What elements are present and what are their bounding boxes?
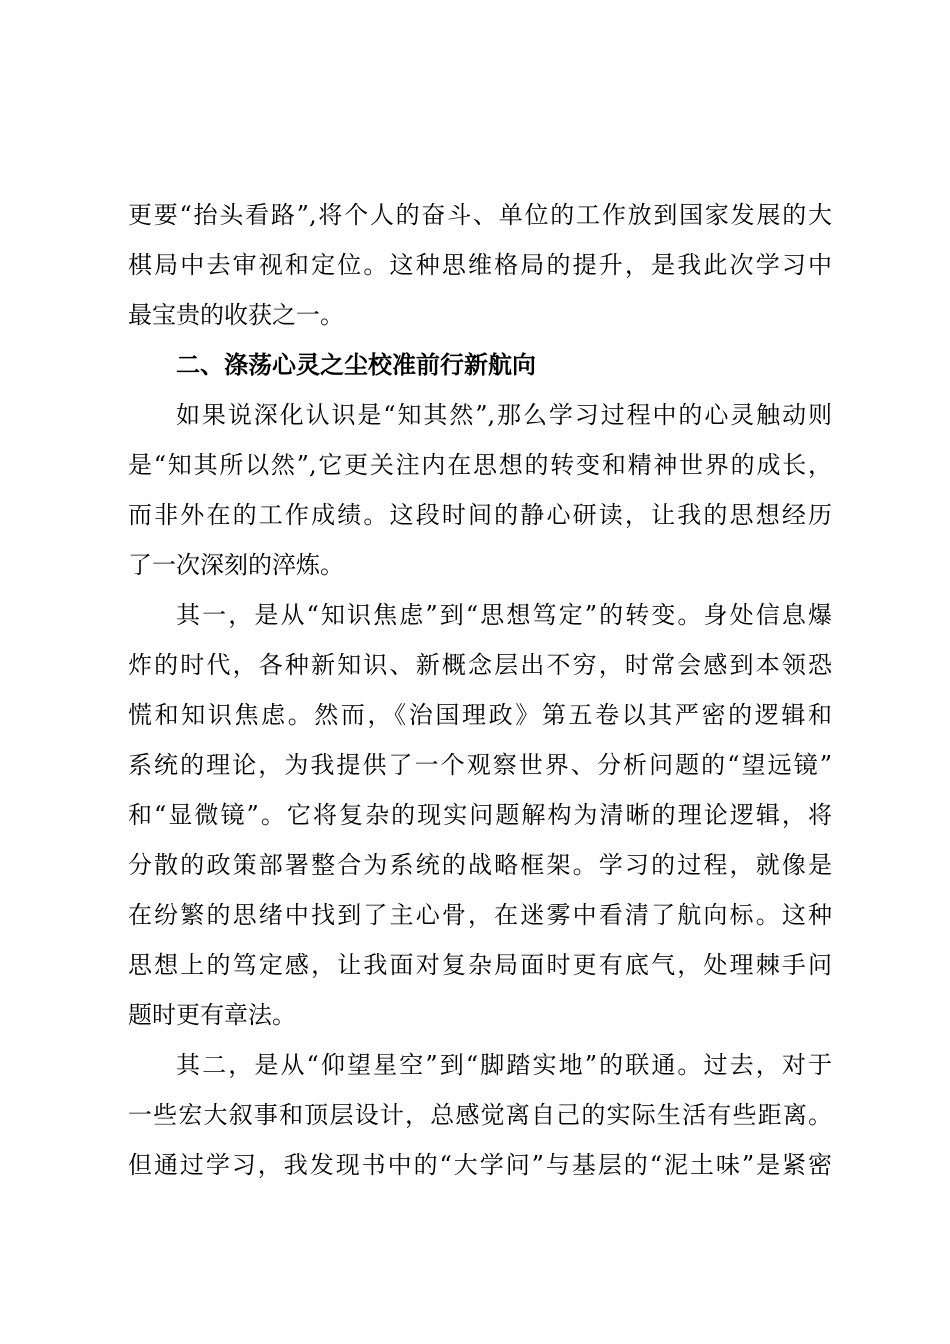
text-line: 一些宏大叙事和顶层设计，总感觉离自己的实际生活有些距离。	[128, 1101, 832, 1129]
text-line: 但通过学习，我发现书中的“大学问”与基层的“泥土味”是紧密	[128, 1151, 832, 1179]
text-line: 了一次深刻的淬炼。	[128, 551, 344, 579]
text-line: 炸的时代，各种新知识、新概念层出不穷，时常会感到本领恐	[128, 651, 832, 679]
section-heading: 二、涤荡心灵之尘校准前行新航向	[176, 350, 536, 379]
text-line: 题时更有章法。	[128, 1001, 296, 1029]
text-line: 慌和知识焦虑。然而，《治国理政》第五卷以其严密的逻辑和	[128, 701, 832, 729]
paragraph	[128, 1040, 832, 1190]
paragraph	[128, 190, 832, 340]
text-line: 而非外在的工作成绩。这段时间的静心研读，让我的思想经历	[128, 501, 832, 529]
document-page	[128, 190, 832, 1190]
text-line: 如果说深化认识是“知其然”,那么学习过程中的心灵触动则	[176, 401, 832, 429]
paragraph	[128, 390, 832, 590]
text-line: 系统的理论，为我提供了一个观察世界、分析问题的“望远镜”	[128, 751, 832, 779]
text-line: 和“显微镜”。它将复杂的现实问题解构为清晰的理论逻辑，将	[128, 801, 832, 829]
text-line: 其二，是从“仰望星空”到“脚踏实地”的联通。过去，对于	[176, 1051, 832, 1079]
text-line: 棋局中去审视和定位。这种思维格局的提升，是我此次学习中	[128, 251, 832, 279]
text-line: 思想上的笃定感，让我面对复杂局面时更有底气，处理棘手问	[128, 951, 832, 979]
paragraph	[128, 590, 832, 1040]
text-line: 在纷繁的思绪中找到了主心骨，在迷雾中看清了航向标。这种	[128, 901, 832, 929]
text-line: 最宝贵的收获之一。	[128, 301, 344, 329]
text-line: 分散的政策部署整合为系统的战略框架。学习的过程，就像是	[128, 851, 832, 879]
text-line: 是“知其所以然”,它更关注内在思想的转变和精神世界的成长，	[128, 451, 832, 479]
text-line: 其一，是从“知识焦虑”到“思想笃定”的转变。身处信息爆	[176, 601, 832, 629]
text-line: 更要“抬头看路”,将个人的奋斗、单位的工作放到国家发展的大	[128, 201, 832, 229]
